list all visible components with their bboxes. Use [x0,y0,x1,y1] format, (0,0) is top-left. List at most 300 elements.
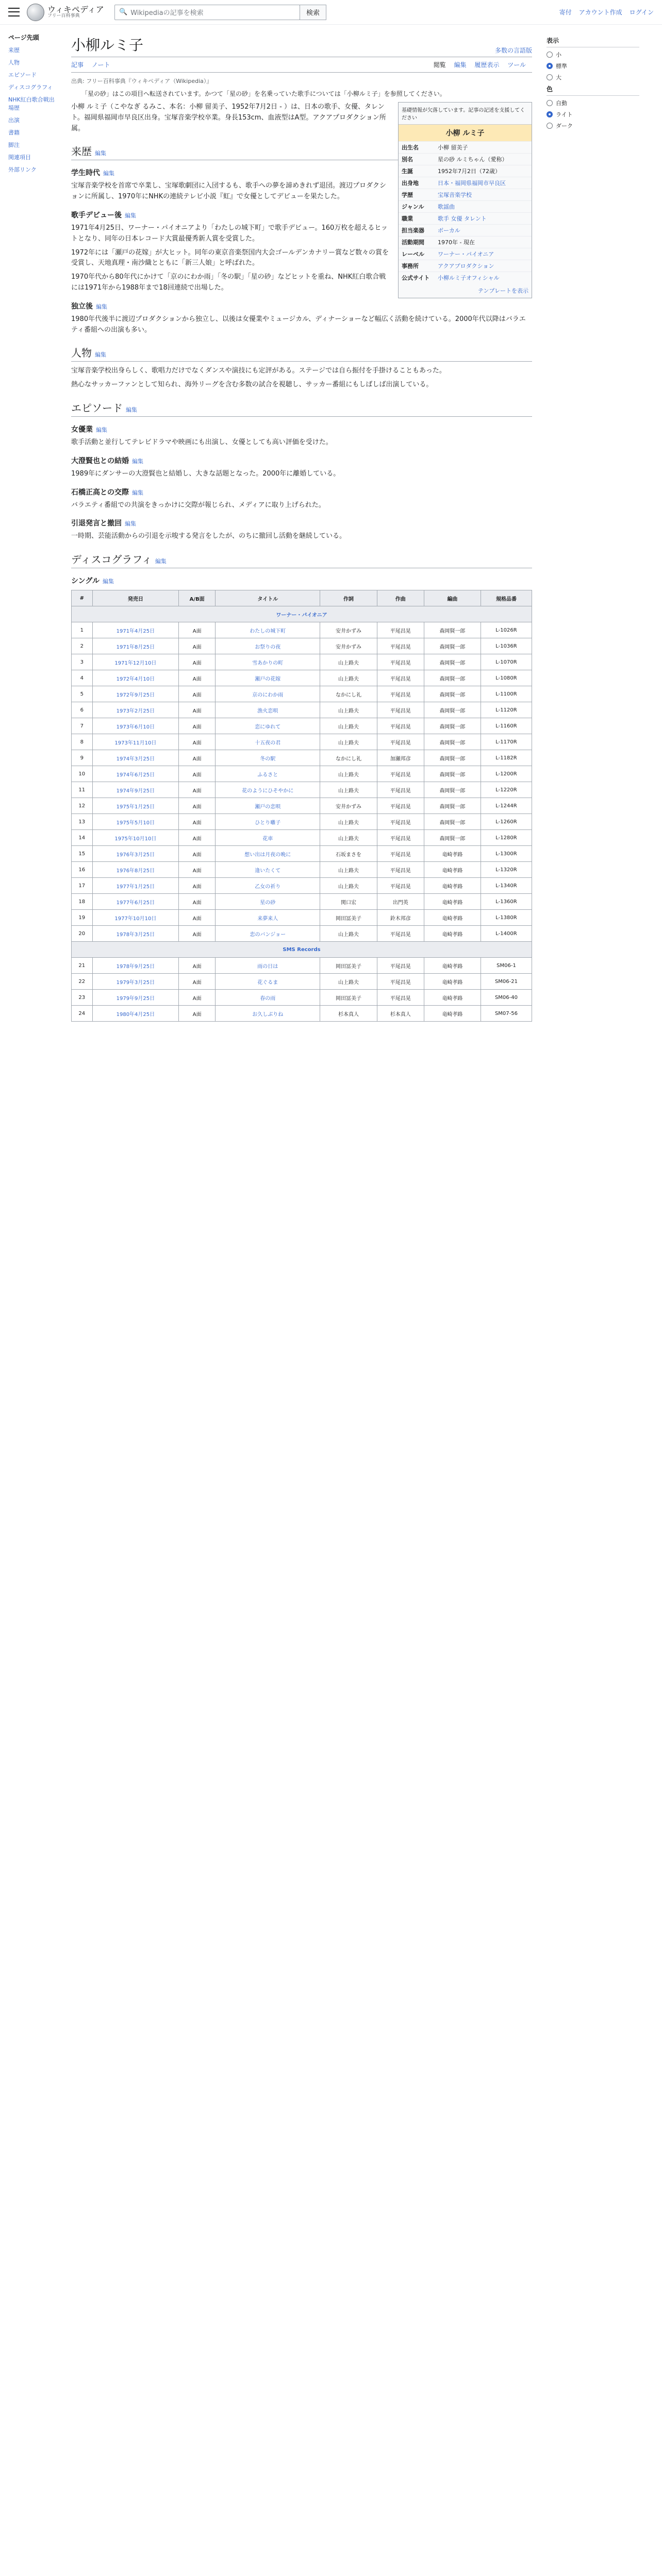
table-cell: 12 [72,798,93,814]
paragraph: 熱心なサッカーファンとして知られ、海外リーグを含む多数の試合を視聴し、サッカー番組にもしばしば出演している。 [71,381,433,389]
table-cell: A面 [179,814,216,830]
table-cell: A面 [179,734,216,750]
subsection-heading: 引退発言と撤回 編集 [71,519,136,528]
table-cell: 21 [72,958,93,974]
infobox-value[interactable]: 宝塚音楽学校 [438,192,472,198]
table-cell[interactable]: 1977年1月25日 [92,878,179,894]
table-cell: 19 [72,910,93,926]
table-cell: A面 [179,622,216,638]
table-row [72,910,532,926]
infobox-value[interactable]: 歌手 女優 タレント [438,215,487,222]
infobox-row [399,248,532,260]
table-header: 規格品番 [481,590,532,606]
create-account-link[interactable]: アカウント作成 [578,9,622,16]
infobox-value: 小柳 留美子 [438,144,468,151]
table-cell[interactable]: 1977年10月10日 [92,910,179,926]
table-cell[interactable]: 雪あかりの町 [216,654,320,670]
table-cell: 平尾昌晃 [377,814,424,830]
table-cell: 平尾昌晃 [377,686,424,702]
table-cell[interactable]: 1978年9月25日 [92,958,179,974]
table-cell: SM06-21 [481,974,532,990]
table-cell[interactable]: 恋のバンジョー [216,926,320,942]
subsection-heading: 石橋正高との交際 編集 [71,488,143,497]
hatnote: 「星の砂」はこの項目へ転送されています。かつて「星の砂」を名乗っていた歌手については「小柳ルミ子」を参照してください。 [81,90,446,97]
table-cell: 竜崎孝路 [424,974,481,990]
table-cell: 安井かずみ [320,798,377,814]
table-cell: A面 [179,782,216,798]
table-cell[interactable]: わたしの城下町 [216,622,320,638]
table-cell[interactable]: 花ぐるま [216,974,320,990]
table-cell[interactable]: ふるさと [216,766,320,782]
table-cell: 6 [72,702,93,718]
text-size-option[interactable]: 標準 [547,62,639,70]
table-cell: 山上路夫 [320,926,377,942]
radio-icon [547,52,553,58]
table-cell: 安井かずみ [320,638,377,654]
section-heading: 人物 編集 [71,345,532,362]
toc-item[interactable]: 書籍 [8,129,20,136]
table-cell: 平尾昌晃 [377,734,424,750]
infobox-row [399,224,532,236]
tab-article[interactable]: 記事 [71,61,84,69]
table-cell: L-1070R [481,654,532,670]
edit-link[interactable]: 編集 [102,578,114,585]
table-row [72,638,532,654]
table-cell[interactable]: 1971年4月25日 [92,622,179,638]
table-cell: L-1200R [481,766,532,782]
paragraph: 1989年にダンサーの大澄賢也と結婚し、大きな話題となった。2000年に離婚している。 [71,469,340,478]
table-cell: 森岡賢一郎 [424,718,481,734]
table-cell: 11 [72,782,93,798]
subsection-heading: 独立後 編集 [71,302,107,311]
table-cell: 平尾昌晃 [377,862,424,878]
table-row [72,958,532,974]
table-cell: 杉本真人 [320,1006,377,1022]
table-cell: 22 [72,974,93,990]
infobox-value[interactable]: 日本・福岡県福岡市早良区 [438,180,506,187]
infobox-key: 担当楽器 [402,227,424,234]
table-cell: 岡田冨美子 [320,990,377,1006]
table-cell: A面 [179,910,216,926]
table-cell[interactable]: 1973年2月25日 [92,702,179,718]
paragraph: 1972年には「瀬戸の花嫁」が大ヒット。同年の東京音楽祭国内大会ゴールデンカナリー賞など数々の賞を受賞し、天地真理・南沙織とともに「新三人娘」と呼ばれた。 [71,248,389,267]
table-cell[interactable]: 1979年3月25日 [92,974,179,990]
subsection-heading: 歌手デビュー後 編集 [71,211,136,219]
table-cell: 14 [72,830,93,846]
table-cell[interactable]: 1978年3月25日 [92,926,179,942]
table-cell: 安井かずみ [320,622,377,638]
table-cell[interactable]: 春の雨 [216,990,320,1006]
edit-link[interactable]: 編集 [95,150,106,157]
infobox-row [399,212,532,224]
radio-icon [547,111,553,117]
table-cell: L-1080R [481,670,532,686]
table-cell: 岡田冨美子 [320,958,377,974]
edit-link[interactable]: 編集 [96,303,107,310]
color-option[interactable]: 自動 [547,99,639,107]
table-cell: 山上路夫 [320,766,377,782]
table-cell: 平尾昌晃 [377,654,424,670]
table-cell: 平尾昌晃 [377,638,424,654]
table-cell: 岡田冨美子 [320,910,377,926]
table-cell[interactable]: 乙女の祈り [216,878,320,894]
subsection-heading: 学生時代 編集 [71,169,114,178]
paragraph: 1970年代から80年代にかけて「京のにわか雨」「冬の駅」「星の砂」などヒットを重ね、NHK紅白歌合戦には1971年から1988年まで18回連続で出場した。 [71,273,386,292]
table-cell: 山上路夫 [320,670,377,686]
table-cell: L-1170R [481,734,532,750]
table-cell: L-1360R [481,894,532,910]
table-cell: 鈴木邦彦 [377,910,424,926]
table-cell: 平尾昌晃 [377,622,424,638]
table-cell: 森岡賢一郎 [424,622,481,638]
table-cell: 平尾昌晃 [377,718,424,734]
table-cell: 山上路夫 [320,974,377,990]
table-row [72,974,532,990]
table-cell: 15 [72,846,93,862]
table-cell: A面 [179,1006,216,1022]
table-row [72,782,532,798]
table-cell: 平尾昌晃 [377,926,424,942]
table-cell: L-1220R [481,782,532,798]
table-cell[interactable]: 1973年11月10日 [92,734,179,750]
table-cell: 森岡賢一郎 [424,830,481,846]
edit-link[interactable]: 編集 [155,558,167,565]
table-cell[interactable]: 1975年10月10日 [92,830,179,846]
table-cell[interactable]: お久しぶりね [216,1006,320,1022]
table-cell[interactable]: 1974年6月25日 [92,766,179,782]
toc-item[interactable]: 脚注 [8,142,20,148]
infobox-key: 生誕 [402,168,413,175]
login-link[interactable]: ログイン [629,9,654,16]
table-cell[interactable]: 花のようにひそやかに [216,782,320,798]
infobox-value[interactable]: 小柳ルミ子オフィシャル [438,275,500,281]
table-cell: 森岡賢一郎 [424,750,481,766]
table-cell[interactable]: 漁火恋唄 [216,702,320,718]
table-cell: 平尾昌晃 [377,782,424,798]
table-cell[interactable]: 1980年4月25日 [92,1006,179,1022]
table-cell: 8 [72,734,93,750]
section-heading: 来歴 編集 [71,143,532,160]
infobox-row [399,200,532,212]
table-cell: 平尾昌晃 [377,990,424,1006]
wikipedia-globe-icon [27,4,44,21]
table-cell: 竜崎孝路 [424,878,481,894]
infobox-row [399,272,532,283]
infobox-title: 小柳 ルミ子 [399,125,532,141]
table-header: 発売日 [92,590,179,606]
table-cell[interactable]: 十五夜の君 [216,734,320,750]
table-cell: 山上路夫 [320,702,377,718]
table-cell: L-1320R [481,862,532,878]
table-cell: L-1160R [481,718,532,734]
table-cell: 竜崎孝路 [424,862,481,878]
toc-item[interactable]: 外部リンク [8,166,37,173]
table-cell: 1 [72,622,93,638]
table-header: 作曲 [377,590,424,606]
infobox-key: 学歴 [402,192,413,198]
table-cell: 森岡賢一郎 [424,734,481,750]
label-group-row [72,942,532,958]
table-cell: 山上路夫 [320,862,377,878]
logo-title: ウィキペディア [47,4,104,14]
infobox [398,102,532,298]
table-cell[interactable]: 1975年5月10日 [92,814,179,830]
article-content [62,25,541,1026]
edit-link[interactable]: 編集 [132,457,143,465]
table-cell: 17 [72,878,93,894]
table-cell: なかにし礼 [320,686,377,702]
table-cell: L-1036R [481,638,532,654]
toc-item[interactable]: エピソード [8,72,37,78]
site-logo[interactable] [27,4,114,21]
donate-link[interactable]: 寄付 [559,9,572,16]
table-cell: A面 [179,894,216,910]
table-cell: 森岡賢一郎 [424,782,481,798]
table-cell[interactable]: 1974年9月25日 [92,782,179,798]
article-source: 出典: フリー百科事典『ウィキペディア（Wikipedia）』 [71,78,212,84]
table-cell[interactable]: 京のにわか雨 [216,686,320,702]
search-placeholder: Wikipediaの記事を検索 [130,9,204,17]
infobox-key: レーベル [402,251,424,258]
table-row [72,798,532,814]
toc-item[interactable]: ディスコグラフィ [8,84,53,91]
tools-heading: 表示 [547,36,639,47]
table-cell[interactable]: 来夢来人 [216,910,320,926]
toc-heading[interactable]: ページ先頭 [8,34,39,41]
table-header: 編曲 [424,590,481,606]
paragraph: 1980年代後半に渡辺プロダクションから独立し、以後は女優業やミュージカル、ディナーショーなど幅広く活動を続けている。2000年代以降はバラエティ番組への出演も多い。 [71,315,526,334]
table-cell: 加瀬邦彦 [377,750,424,766]
table-row [72,654,532,670]
table-row [72,990,532,1006]
table-cell: 4 [72,670,93,686]
table-cell[interactable]: 雨の日は [216,958,320,974]
infobox-value[interactable]: 歌謡曲 [438,204,455,210]
table-cell: 竜崎孝路 [424,926,481,942]
table-cell: 森岡賢一郎 [424,702,481,718]
site-header [0,0,662,25]
tools-sidebar [541,25,644,1026]
edit-link[interactable]: 編集 [132,489,143,496]
table-row [72,702,532,718]
infobox-value[interactable]: ボーカル [438,227,460,234]
tab-edit[interactable]: 編集 [454,61,467,69]
table-cell: 山上路夫 [320,734,377,750]
table-cell: L-1400R [481,926,532,942]
toc-item[interactable]: 人物 [8,59,20,66]
table-cell[interactable]: 想い出は月夜の晩に [216,846,320,862]
table-cell[interactable]: 1974年3月25日 [92,750,179,766]
table-cell[interactable]: 1975年1月25日 [92,798,179,814]
table-cell: 出門英 [377,894,424,910]
table-cell: L-1340R [481,878,532,894]
radio-icon [547,100,553,106]
table-cell: L-1026R [481,622,532,638]
table-cell: 森岡賢一郎 [424,686,481,702]
edit-link[interactable]: 編集 [95,351,106,359]
search-button[interactable]: 検索 [300,5,326,20]
table-cell: 20 [72,926,93,942]
toc-sidebar [0,25,62,1026]
table-cell: L-1120R [481,702,532,718]
paragraph: 歌手活動と並行してテレビドラマや映画にも出演し、女優としても高い評価を受けた。 [71,438,333,446]
table-cell: 平尾昌晃 [377,958,424,974]
table-cell: 森岡賢一郎 [424,638,481,654]
table-cell: A面 [179,878,216,894]
lead-paragraph: 小柳 ルミ子（こやなぎ るみこ、本名：小柳 留美子、1952年7月2日 - ）は、日本の歌手、女優、タレント。福岡県福岡市早良区出身。宝塚音楽学校卒業。身長153cm、血液型はA型。アクアプロダクション所属。 [71,103,386,132]
toc-item[interactable]: NHK紅白歌合戦出場歴 [8,96,55,111]
paragraph: バラエティ番組での共演をきっかけに交際が報じられ、メディアに取り上げられた。 [71,501,325,509]
text-size-option[interactable]: 小 [547,50,639,59]
table-cell[interactable]: ひとり囃子 [216,814,320,830]
table-cell[interactable]: 1976年3月25日 [92,846,179,862]
table-cell[interactable]: 1973年6月10日 [92,718,179,734]
table-cell: 竜崎孝路 [424,894,481,910]
template-link[interactable]: テンプレートを表示 [477,287,528,294]
search-input[interactable] [114,5,300,20]
color-option[interactable]: ダーク [547,122,639,130]
table-cell: 山上路夫 [320,878,377,894]
table-cell: 竜崎孝路 [424,910,481,926]
table-cell: 9 [72,750,93,766]
table-cell: 竜崎孝路 [424,990,481,1006]
label-group-row [72,606,532,622]
table-cell: A面 [179,926,216,942]
table-row [72,926,532,942]
radio-icon [547,74,553,80]
table-cell[interactable]: 1979年9月25日 [92,990,179,1006]
table-cell: 平尾昌晃 [377,974,424,990]
toc-item[interactable]: 来歴 [8,47,20,54]
hamburger-menu-icon[interactable] [8,7,20,18]
table-cell[interactable]: 1972年9月25日 [92,686,179,702]
paragraph: 一時期、芸能活動からの引退を示唆する発言をしたが、のちに撤回し活動を継続している。 [71,532,346,540]
table-cell: 2 [72,638,93,654]
table-cell[interactable]: 1971年12月10日 [92,654,179,670]
table-cell: A面 [179,990,216,1006]
table-cell[interactable]: 瀬戸の花嫁 [216,670,320,686]
edit-link[interactable]: 編集 [126,406,137,413]
table-cell: A面 [179,686,216,702]
table-cell: 18 [72,894,93,910]
table-cell: 森岡賢一郎 [424,766,481,782]
table-row [72,750,532,766]
infobox-key: 職業 [402,215,413,222]
infobox-key: 事務所 [402,263,419,269]
tools-heading: 色 [547,84,639,96]
table-cell: A面 [179,654,216,670]
table-cell: A面 [179,766,216,782]
label-name[interactable]: SMS Records [72,942,532,958]
table-cell: SM06-1 [481,958,532,974]
tab-read[interactable]: 閲覧 [433,61,446,69]
table-cell: 平尾昌晃 [377,798,424,814]
table-row [72,814,532,830]
table-cell: 23 [72,990,93,1006]
infobox-value[interactable]: アクアプロダクション [438,263,494,269]
table-cell: A面 [179,670,216,686]
table-cell[interactable]: 1977年6月25日 [92,894,179,910]
infobox-value[interactable]: ワーナー・パイオニア [438,251,494,258]
toc-item[interactable]: 関連項目 [8,154,31,161]
table-cell[interactable]: 逢いたくて [216,862,320,878]
color-option[interactable]: ライト [547,110,639,118]
edit-link[interactable]: 編集 [125,212,136,219]
table-cell: 竜崎孝路 [424,958,481,974]
toc-item[interactable]: 出演 [8,117,20,124]
table-cell: 竜崎孝路 [424,846,481,862]
table-cell: A面 [179,862,216,878]
table-cell: 山上路夫 [320,654,377,670]
table-cell[interactable]: 1976年8月25日 [92,862,179,878]
table-cell: SM07-56 [481,1006,532,1022]
table-cell[interactable]: 1972年4月10日 [92,670,179,686]
logo-subtitle: フリー百科事典 [47,13,80,19]
table-cell: A面 [179,638,216,654]
table-cell: SM06-40 [481,990,532,1006]
search-icon: 🔍 [119,8,128,16]
table-cell[interactable]: 冬の駅 [216,750,320,766]
radio-icon [547,123,553,129]
table-cell[interactable]: 恋にゆれて [216,718,320,734]
infobox-row [399,260,532,272]
table-cell: 7 [72,718,93,734]
table-cell: 森岡賢一郎 [424,798,481,814]
section-heading: エピソード 編集 [71,400,532,417]
table-cell: L-1280R [481,830,532,846]
table-cell[interactable]: お祭りの夜 [216,638,320,654]
infobox-row [399,177,532,189]
tab-talk[interactable]: ノート [91,61,110,69]
infobox-row [399,189,532,200]
table-row [72,878,532,894]
table-cell: A面 [179,750,216,766]
subsection-heading: 大澄賢也との結婚 編集 [71,456,143,465]
table-cell[interactable]: 花車 [216,830,320,846]
table-cell: 5 [72,686,93,702]
table-cell: 16 [72,862,93,878]
table-cell[interactable]: 星の砂 [216,894,320,910]
radio-icon [547,63,553,69]
language-button[interactable]: 多数の言語版 [494,47,532,54]
edit-link[interactable]: 編集 [125,520,136,528]
tab-history[interactable]: 履歴表示 [474,61,500,69]
edit-link[interactable]: 編集 [96,426,107,433]
table-row [72,846,532,862]
infobox-key: 活動期間 [402,239,424,246]
label-name[interactable]: ワーナー・パイオニア [72,606,532,622]
infobox-key: ジャンル [402,204,424,210]
text-size-option[interactable]: 大 [547,73,639,81]
table-cell: L-1300R [481,846,532,862]
page-tabs [71,57,532,73]
paragraph: 1971年4月25日、ワーナー・パイオニアより「わたしの城下町」で歌手デビュー。160万枚を超えるヒットとなり、同年の日本レコード大賞最優秀新人賞を受賞した。 [71,224,388,243]
table-cell: 竜崎孝路 [424,1006,481,1022]
tab-tools[interactable]: ツール [507,61,526,69]
table-cell: A面 [179,830,216,846]
table-cell[interactable]: 瀬戸の恋唄 [216,798,320,814]
table-cell: A面 [179,702,216,718]
infobox-value: 星の砂 ルミちゃん（愛称） [438,156,508,163]
edit-link[interactable]: 編集 [103,170,114,177]
table-row [72,894,532,910]
table-cell: 10 [72,766,93,782]
table-cell: L-1244R [481,798,532,814]
table-row [72,830,532,846]
infobox-notice: 基礎情報が欠落しています。記事の記述を支援してください [399,103,532,125]
infobox-value: 1952年7月2日（72歳） [438,168,501,175]
table-cell[interactable]: 1971年8月25日 [92,638,179,654]
